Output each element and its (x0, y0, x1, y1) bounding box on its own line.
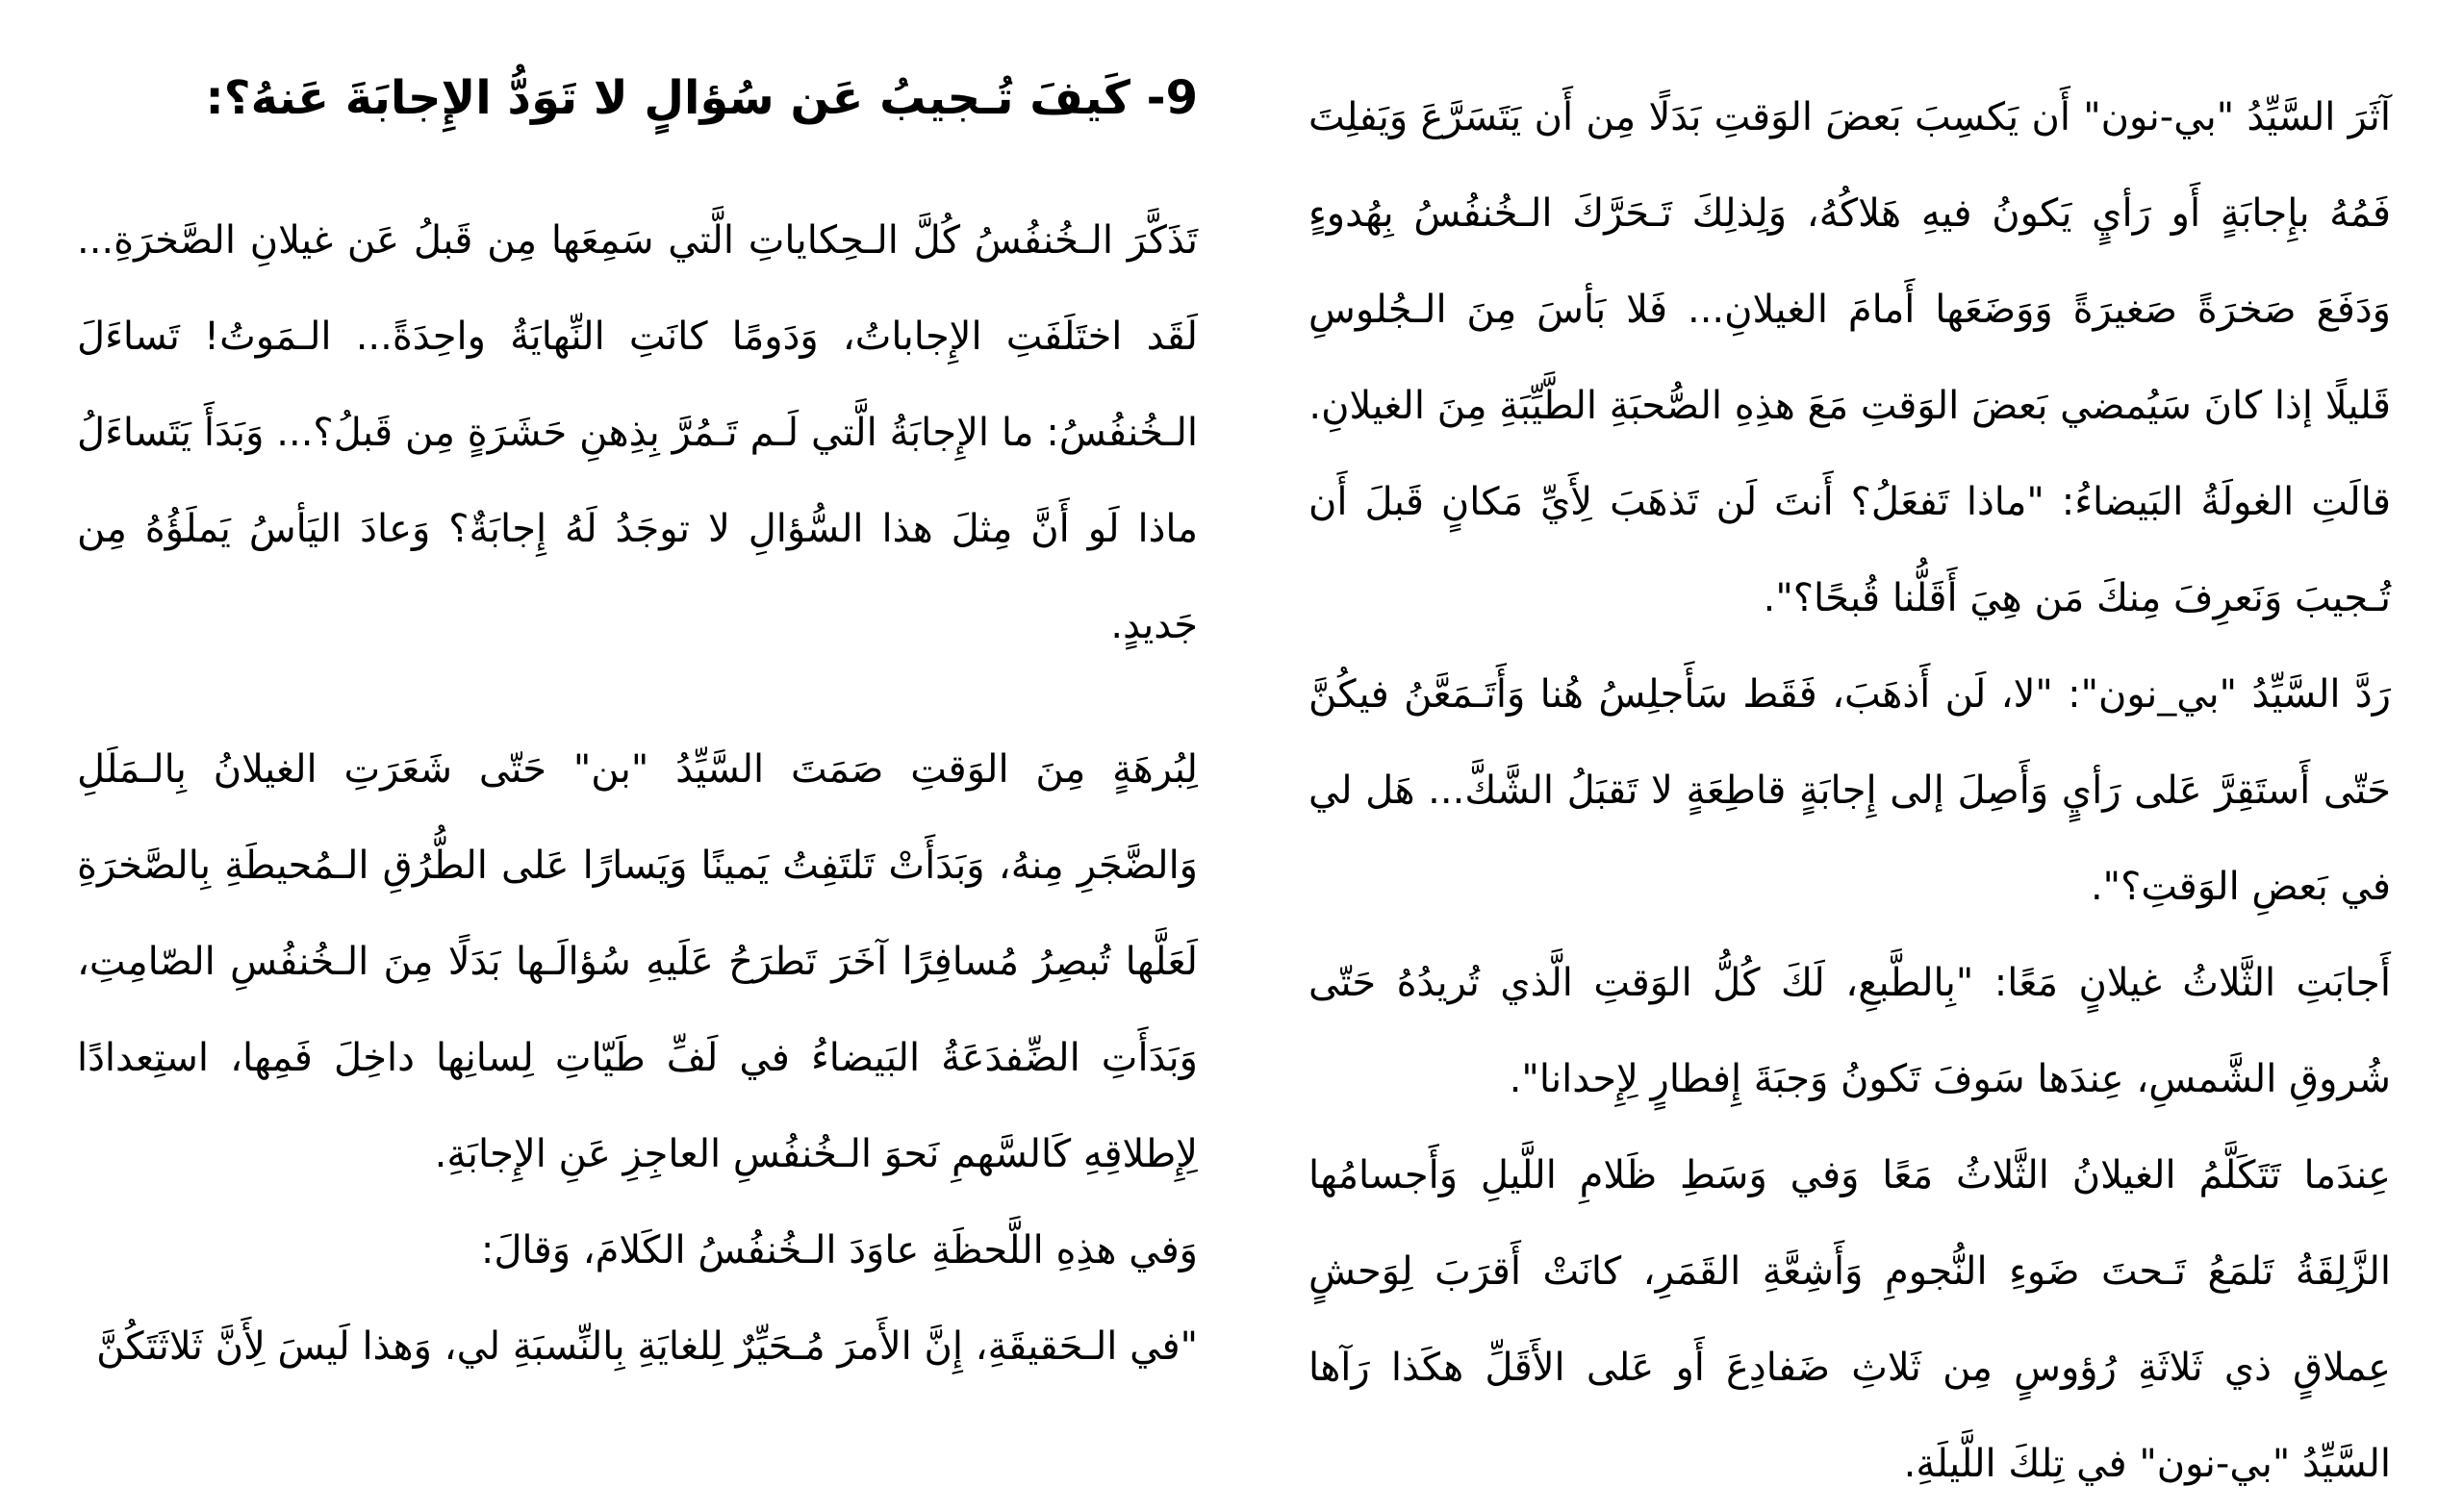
chapter-heading: 9- كَيفَ تُـجيبُ عَن سُؤالٍ لا تَوَدُّ الإِجابَةَ عَنهُ؟: (205, 71, 1198, 125)
paragraph: آثَرَ السَّيِّدُ "بي-نون" أَن يَكسِبَ بَعضَ الوَقتِ بَدَلًا مِن أَن يَتَسَرَّعَ وَيَفلِتَ فَمُهُ بإِجابَةٍ أَو رَأيٍ يَكونُ فيهِ هَلاكُهُ، وَلِذلِكَ تَـحَرَّكَ الـخُنفُسُ بِهُدوءٍ وَدَفَعَ صَخرَةً صَغيرَةً وَوَضَعَها أَمامَ الغيلانِ... فَلا بَأسَ مِنَ الـجُلوسِ قَليلًا إذا كانَ سَيُمضي بَعضَ الوَقتِ مَعَ هذِهِ الصُّحبَةِ الطَّيِّبَةِ مِنَ الغيلانِ. (1308, 95, 2391, 428)
paragraph: قالَتِ الغولَةُ البَيضاءُ: "ماذا تَفعَلُ؟ أَنتَ لَن تَذهَبَ لِأَيِّ مَكانٍ قَبلَ أَن تُـجيبَ وَنَعرِفَ مِنكَ مَن هِيَ أَقَلُّنا قُبحًا؟". (1308, 480, 2391, 620)
paragraph: وَفي هذِهِ اللَّحظَةِ عاوَدَ الـخُنفُسُ الكَلامَ، وَقالَ: (480, 1228, 1198, 1273)
left-page-text (77, 192, 1198, 1395)
paragraph: أَجابَتِ الثَّلاثُ غيلانٍ مَعًا: "بِالطَّبعِ، لَكَ كُلُّ الوَقتِ الَّذي تُريدُهُ حَتّى شُروقِ الشَّمسِ، عِندَها سَوفَ تَكونُ وَجبَةَ إِفطارٍ لِإِحدانا". (1308, 961, 2391, 1101)
paragraph: لِبُرهَةٍ مِنَ الوَقتِ صَمَتَ السَّيِّدُ "بن" حَتّى شَعَرَتِ الغيلانُ بِالـمَلَلِ وَالضَّجَرِ مِنهُ، وَبَدَأَتْ تَلتَفِتُ يَمينًا وَيَسارًا عَلى الطُّرُقِ الـمُحيطَةِ بِالصَّخرَةِ لَعَلَّها تُبصِرُ مُسافِرًا آخَرَ تَطرَحُ عَلَيهِ سُؤالَـها بَدَلًا مِنَ الـخُنفُسِ الصّامِتِ، وَبَدَأَتِ الضِّفدَعَةُ البَيضاءُ في لَفِّ طَيّاتِ لِسانِها داخِلَ فَمِها، استِعدادًا لِإِطلاقِهِ كَالسَّهمِ نَحوَ الـخُنفُسِ العاجِزِ عَنِ الإِجابَةِ. (77, 747, 1198, 1176)
right-page-text (1308, 69, 2391, 1512)
paragraph: رَدَّ السَّيِّدُ "بي_نون": "لا، لَن أَذهَبَ، فَقَط سَأَجلِسُ هُنا وَأَتَـمَعَّنُ فيكُنَّ حَتّى أَستَقِرَّ عَلى رَأيٍ وَأَصِلَ إلى إِجابَةٍ قاطِعَةٍ لا تَقبَلُ الشَّكَّ... هَل لي في بَعضِ الوَقتِ؟". (1308, 672, 2391, 909)
paragraph: عِندَما تَتَكَلَّمُ الغيلانُ الثَّلاثُ مَعًا وَفي وَسَطِ ظَلامِ اللَّيلِ وَأَجسامُها الزَّلِقَةُ تَلمَعُ تَـحتَ ضَوءِ النُّجومِ وَأَشِعَّةِ القَمَرِ، كانَتْ أَقرَبَ لِوَحشٍ عِملاقٍ ذي ثَلاثَةِ رُؤوسٍ مِن ثَلاثِ ضَفادِعَ أَو عَلى الأَقَلِّ هكَذا رَآها السَّيِّدُ "بي-نون" في تِلكَ اللَّيلَةِ. (1308, 1153, 2391, 1486)
paragraph: "في الـحَقيقَةِ، إِنَّ الأَمرَ مُـحَيِّرٌ لِلغايَةِ بِالنِّسبَةِ لي، وَهذا لَيسَ لِأَنَّ ثَلاثَتَكُنَّ (96, 1324, 1198, 1369)
paragraph: تَذَكَّرَ الـخُنفُسُ كُلَّ الـحِكاياتِ الَّتي سَمِعَها مِن قَبلُ عَن غيلانِ الصَّخرَةِ... لَقَد اختَلَفَتِ الإِجاباتُ، وَدَومًا كانَتِ النِّهايَةُ واحِدَةً... الـمَوتُ! تَساءَلَ الـخُنفُسُ: ما الإِجابَةُ الَّتي لَـم تَـمُرَّ بِذِهنِ حَشَرَةٍ مِن قَبلُ؟... وَبَدَأَ يَتَساءَلُ ماذا لَو أَنَّ مِثلَ هذا السُّؤالِ لا توجَدُ لَهُ إِجابَةٌ؟ وَعادَ اليَأسُ يَملَؤُهُ مِن جَديدٍ. (77, 218, 1198, 647)
